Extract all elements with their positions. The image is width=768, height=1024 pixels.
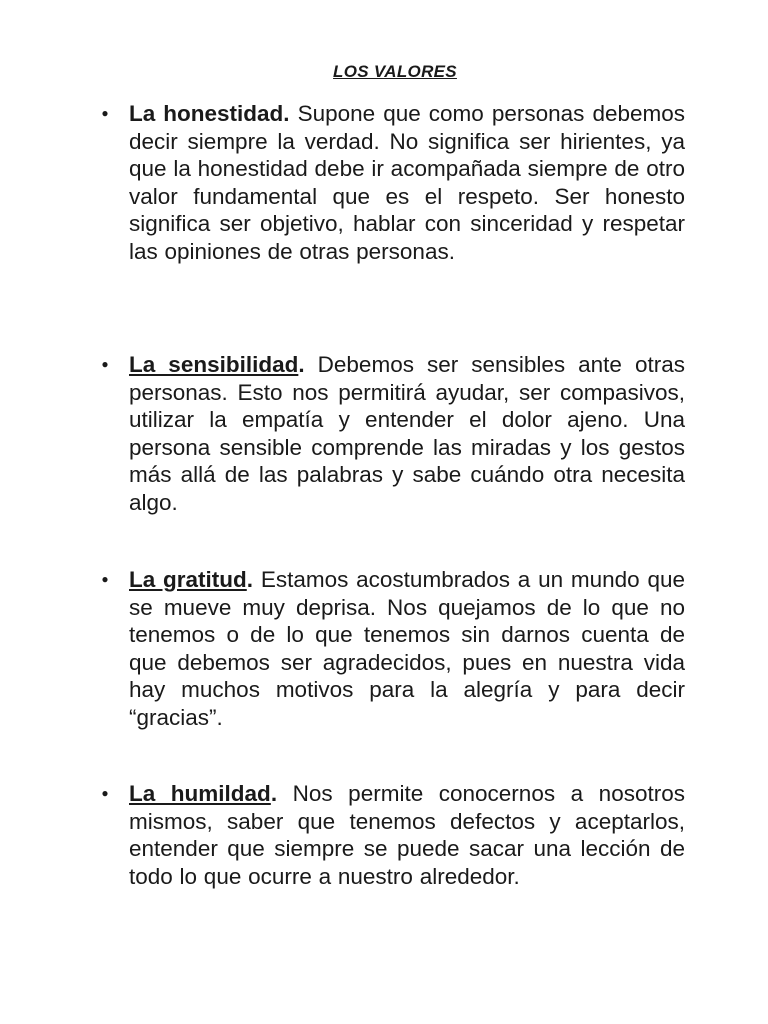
bullet-icon: ● [101, 357, 109, 371]
list-item-gratitud [101, 566, 685, 731]
item-text: Supone que como personas debemos decir siempre la verdad. No significa ser hirientes, ya que la honestidad debe ir acompañada siempre de otro valor fundamental que es el respeto. Ser honesto significa ser objetivo, hablar con sinceridad y respetar las opiniones de otras personas. [129, 101, 686, 264]
bullet-icon: ● [101, 572, 109, 586]
list-item-sensibilidad [101, 351, 685, 516]
item-term-end: . [298, 352, 305, 377]
item-term: La gratitud [129, 567, 247, 592]
item-term-end: . [246, 567, 254, 592]
item-term: La humildad [129, 781, 271, 806]
item-text: Debemos ser sensibles ante otras personas. Esto nos permitirá ayudar, ser compasivos, utilizar la empatía y entender el dolor ajeno. Una persona sensible comprende las miradas y los gestos más allá de las palabras y sabe cuándo otra necesita algo. [129, 352, 685, 515]
list-item-humildad [101, 780, 685, 890]
item-text: Estamos acostumbrados a un mundo que se mueve muy deprisa. Nos quejamos de lo que no tenemos o de lo que tenemos sin darnos cuenta de que debemos ser agradecidos, pues en nuestra vida hay muchos motivos para la alegría y para decir “gracias”. [129, 567, 685, 730]
bullet-icon: ● [101, 786, 109, 800]
item-term: La honestidad. [129, 101, 290, 126]
item-term-end: . [270, 781, 278, 806]
item-term: La sensibilidad [129, 352, 299, 377]
document-title: LOS VALORES [333, 62, 457, 81]
list-item-honestidad [101, 100, 686, 265]
item-text: Nos permite conocernos a nosotros mismos, saber que tenemos defectos y aceptarlos, entender que siempre se puede sacar una lección de todo lo que ocurre a nuestro alrededor. [129, 781, 685, 889]
bullet-icon: ● [101, 106, 109, 120]
